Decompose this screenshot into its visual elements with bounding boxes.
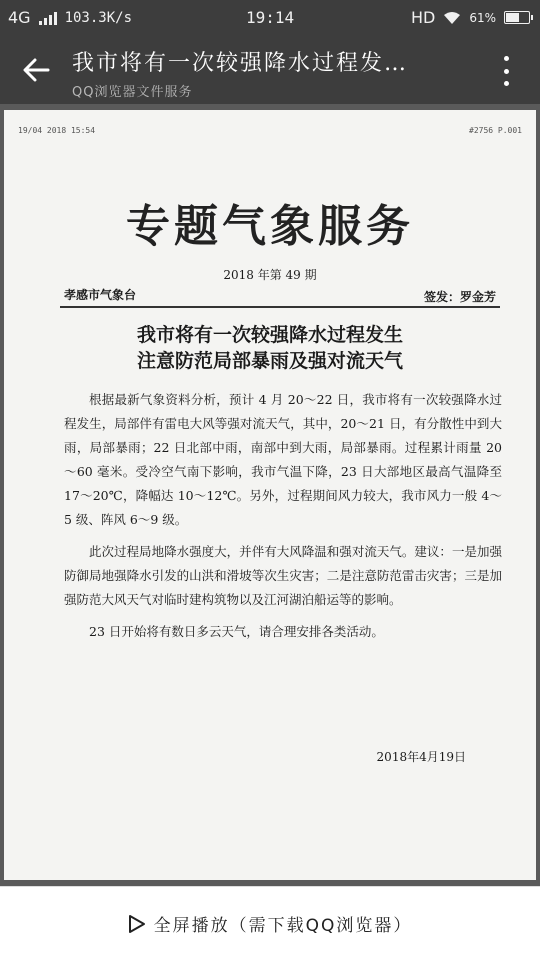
document-title: 专题气象服务 <box>126 201 414 252</box>
header-divider <box>60 306 500 308</box>
fullscreen-play-label: 全屏播放（需下载QQ浏览器） <box>153 916 413 936</box>
issue-number: 2018 年第 49 期 <box>223 268 317 282</box>
fax-header-left: 19/04 2018 15:54 <box>18 126 96 135</box>
status-bar <box>0 0 540 36</box>
play-outline-icon <box>128 914 146 934</box>
document-body <box>64 388 502 644</box>
fax-header <box>18 126 522 135</box>
document-date: 2018年4月19日 <box>376 750 466 764</box>
battery-icon <box>504 11 530 24</box>
battery-percent: 61% <box>469 10 496 25</box>
fullscreen-play-button[interactable] <box>0 886 540 960</box>
back-button[interactable] <box>16 50 56 90</box>
issuing-org: 孝感市气象台 <box>64 288 137 302</box>
status-time: 19:14 <box>246 8 295 27</box>
headline-line-2: 注意防范局部暴雨及强对流天气 <box>136 350 403 372</box>
status-right <box>411 8 530 27</box>
title-bar <box>0 36 540 104</box>
signal-icon <box>39 11 57 25</box>
paragraph: 根据最新气象资料分析，预计 4 月 20～22 日，我市将有一次较强降水过程发生，局部伴有雷电大风等强对流天气，其中，20～21 日，有分散性中到大雨，局部暴雨；22 日北部中雨，南部中到大雨，局部暴雨。过程累计雨量 20～60 毫米。受冷空气南下影响，我市气温下降，23 日大部地区最高气温降至 17～20℃，降幅达 10～12℃。另外，过程期间风力较大，我市风力一般 4～5 级、阵风 6～9 级。 <box>64 392 502 527</box>
document-page <box>4 110 536 880</box>
headline <box>4 322 536 374</box>
page-title: 我市将有一次较强降水过程发… <box>72 51 409 76</box>
hd-indicator: HD <box>410 8 436 27</box>
network-type: 4G <box>8 8 31 27</box>
network-speed: 103.3K/s <box>64 9 133 26</box>
headline-line-1: 我市将有一次较强降水过程发生 <box>136 324 403 346</box>
signer: 签发：罗金芳 <box>423 290 496 304</box>
paragraph: 此次过程局地降水强度大，并伴有大风降温和强对流天气。建议：一是加强防御局地强降水引发的山洪和滑坡等次生灾害；二是注意防范雷击灾害；三是加强防范大风天气对临时建构筑物以及江河湖泊船运等的影响。 <box>64 544 502 607</box>
fax-header-right: #2756 P.001 <box>469 126 522 135</box>
title-text <box>72 46 472 100</box>
status-left <box>8 8 132 27</box>
document-viewer[interactable] <box>0 104 540 886</box>
paragraph: 23 日开始将有数日多云天气，请合理安排各类活动。 <box>89 624 384 639</box>
arrow-left-icon <box>22 58 50 82</box>
more-button[interactable] <box>494 56 518 86</box>
more-vertical-icon <box>504 56 509 61</box>
wifi-icon <box>443 11 461 25</box>
page-subtitle: QQ浏览器文件服务 <box>72 85 193 100</box>
